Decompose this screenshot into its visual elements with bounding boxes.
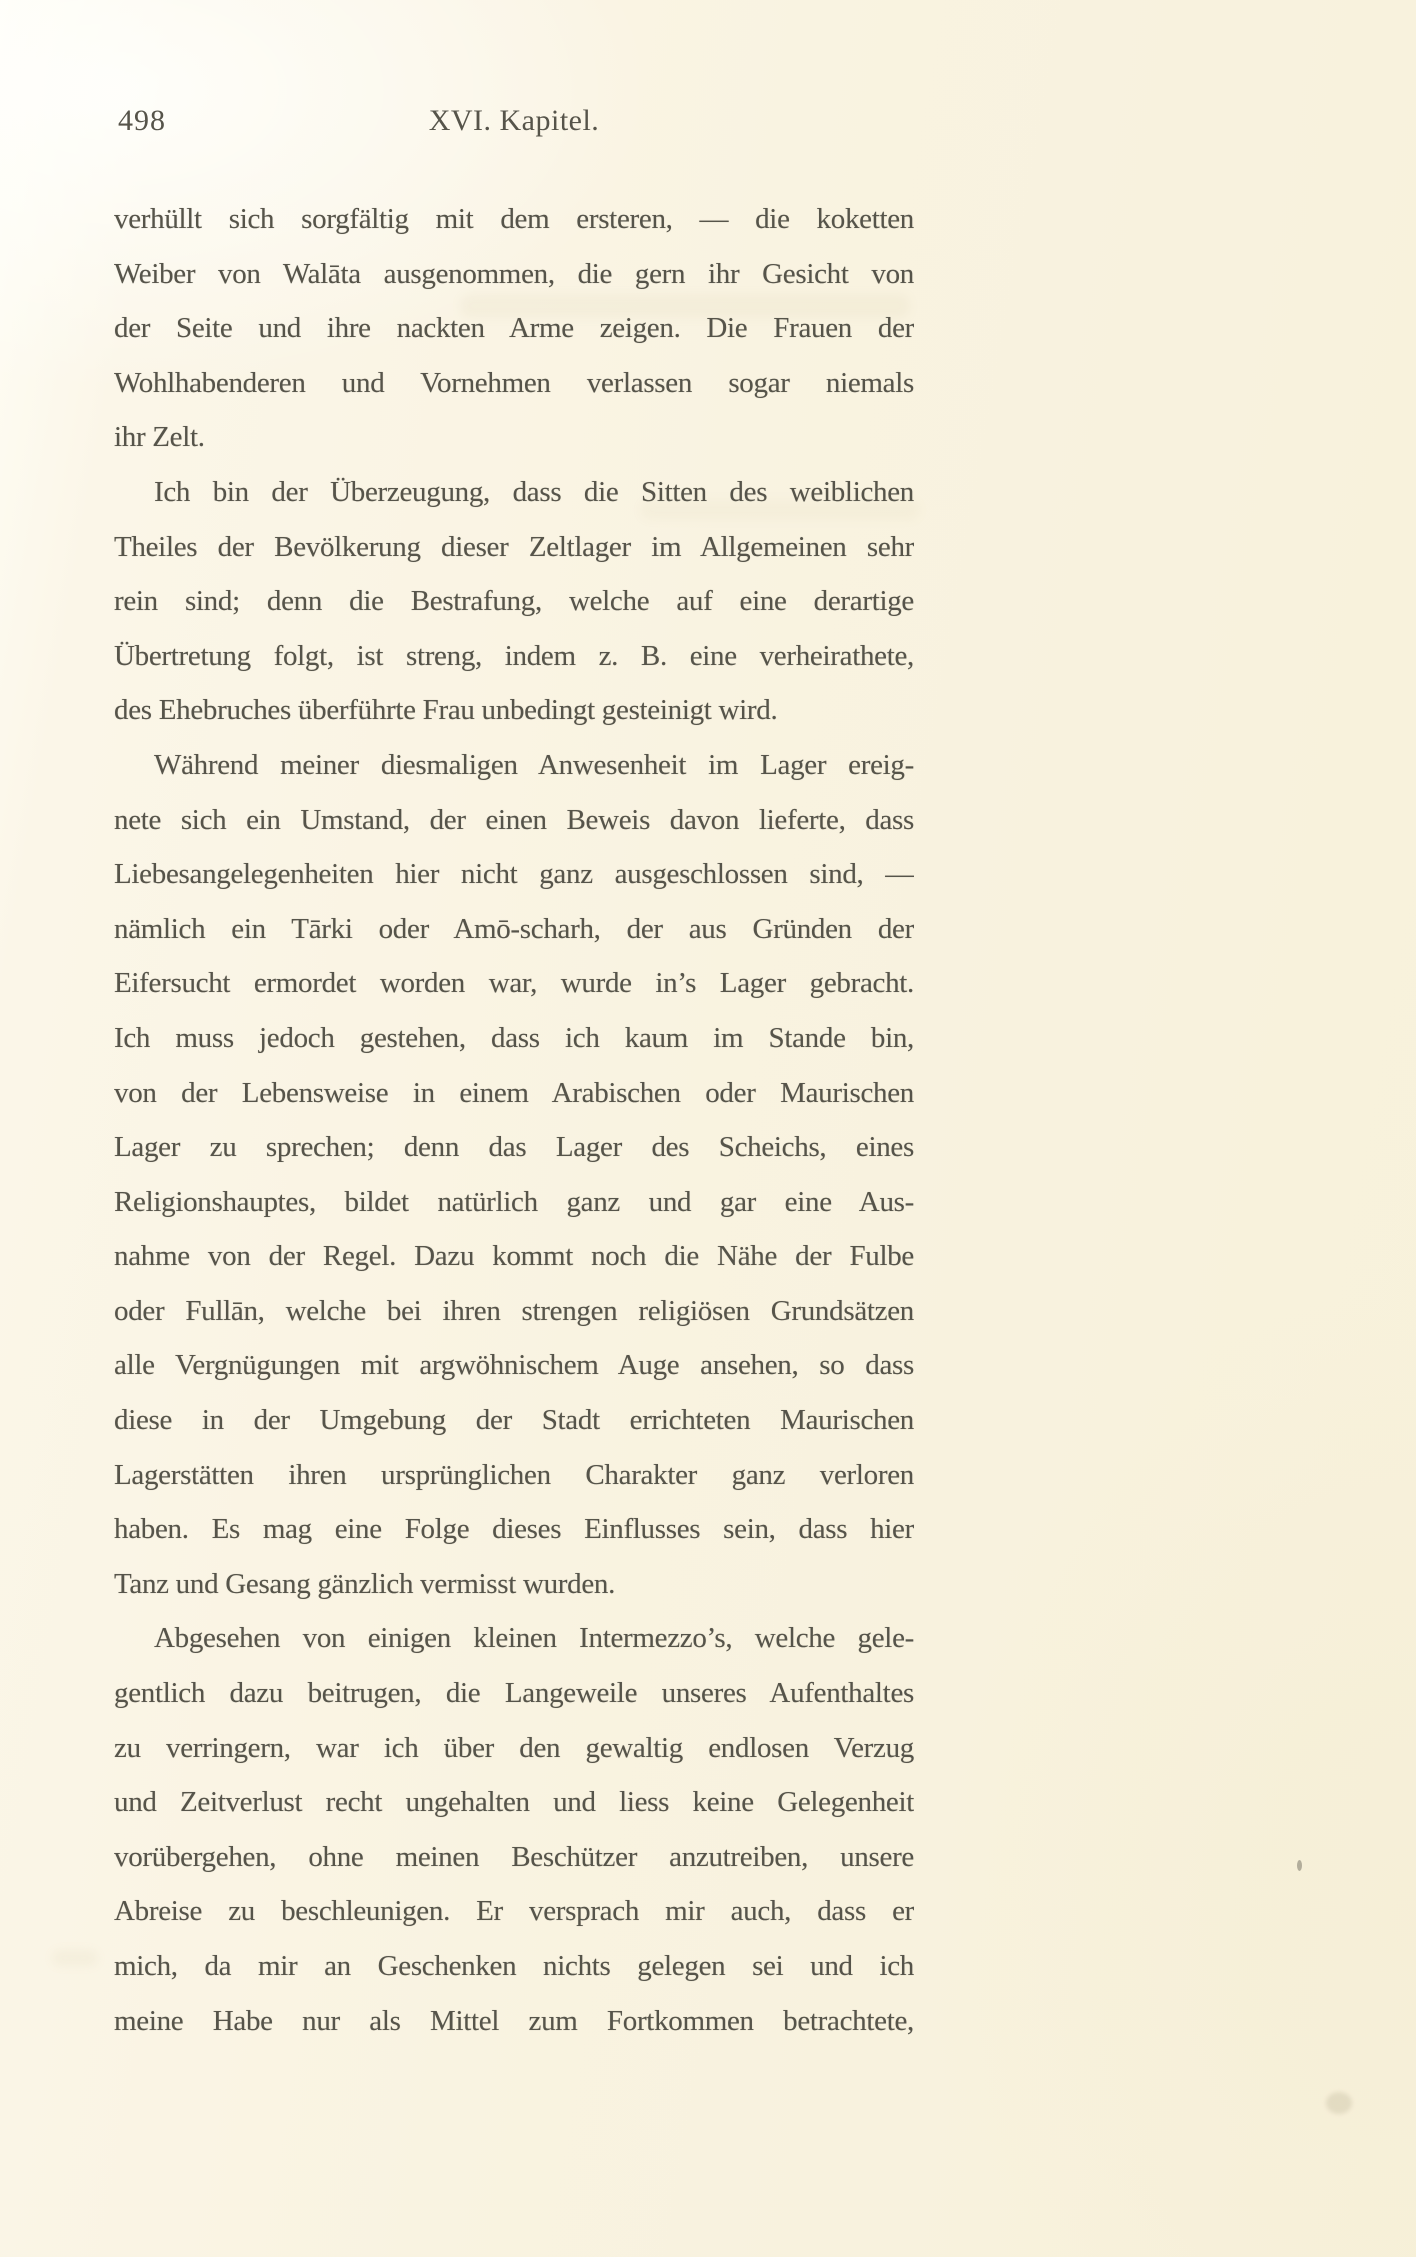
- text-line: meine Habe nur als Mittel zum Fortkommen betrachtete,: [114, 2004, 914, 2037]
- text-line: nämlich ein Tārki oder Amō-scharh, der aus Gründen der: [114, 912, 914, 945]
- text-line: Tanz und Gesang gänzlich vermisst wurden.: [114, 1567, 616, 1600]
- text-line: Wohlhabenderen und Vornehmen verlassen sogar niemals: [114, 366, 914, 399]
- text-line: alle Vergnügungen mit argwöhnischem Auge ansehen, so dass: [114, 1349, 914, 1382]
- text-line: Theiles der Bevölkerung dieser Zeltlager im Allgemeinen sehr: [114, 530, 914, 563]
- text-line: zu verringern, war ich über den gewaltig endlosen Verzug: [114, 1731, 914, 1764]
- text-line: des Ehebruches überführte Frau unbedingt gesteinigt wird.: [114, 694, 778, 727]
- text-line: Während meiner diesmaligen Anwesenheit im Lager ereig-: [154, 748, 914, 781]
- text-line: Abgesehen von einigen kleinen Intermezzo’s, welche gele-: [154, 1622, 914, 1655]
- text-line: Übertretung folgt, ist streng, indem z. B. eine verheirathete,: [114, 639, 914, 672]
- text-line: mich, da mir an Geschenken nichts gelegen sei und ich: [114, 1950, 914, 1982]
- text-line: ihr Zelt.: [114, 421, 205, 454]
- text-line: nahme von der Regel. Dazu kommt noch die Nähe der Fulbe: [114, 1240, 914, 1273]
- text-line: Abreise zu beschleunigen. Er versprach mir auch, dass er: [114, 1895, 914, 1928]
- text-line: Ich bin der Überzeugung, dass die Sitten des weiblichen: [154, 475, 914, 508]
- text-line: diese in der Umgebung der Stadt errichteten Maurischen: [114, 1404, 914, 1437]
- text-line: vorübergehen, ohne meinen Beschützer anzutreiben, unsere: [114, 1840, 914, 1873]
- body-text: [114, 192, 914, 2048]
- text-line: rein sind; denn die Bestrafung, welche auf eine derartige: [114, 585, 914, 618]
- chapter-running-title: XVI. Kapitel.: [428, 104, 600, 137]
- text-line: und Zeitverlust recht ungehalten und liess keine Gelegenheit: [114, 1786, 914, 1819]
- page-header: [114, 101, 914, 141]
- text-line: nete sich ein Umstand, der einen Beweis davon lieferte, dass: [114, 803, 914, 836]
- text-line: der Seite und ihre nackten Arme zeigen. Die Frauen der: [114, 312, 914, 345]
- text-line: gentlich dazu beitrugen, die Langeweile unseres Aufenthaltes: [114, 1677, 914, 1710]
- text-line: haben. Es mag eine Folge dieses Einflusses sein, dass hier: [114, 1513, 914, 1546]
- text-line: oder Fullān, welche bei ihren strengen religiösen Grundsätzen: [114, 1294, 914, 1327]
- paper-speck: [1297, 1860, 1302, 1871]
- text-line: Weiber von Walāta ausgenommen, die gern ihr Gesicht von: [114, 257, 914, 290]
- text-line: Liebesangelegenheiten hier nicht ganz ausgeschlossen sind, —: [114, 858, 914, 891]
- text-line: Religionshauptes, bildet natürlich ganz und gar eine Aus-: [114, 1185, 914, 1218]
- text-line: Eifersucht ermordet worden war, wurde in’s Lager gebracht.: [114, 967, 914, 1000]
- text-line: von der Lebensweise in einem Arabischen oder Maurischen: [114, 1076, 914, 1109]
- text-line: Lager zu sprechen; denn das Lager des Scheichs, eines: [114, 1131, 914, 1164]
- paper-speck: [1326, 2092, 1352, 2114]
- text-line: verhüllt sich sorgfältig mit dem ersteren, — die koketten: [114, 203, 914, 235]
- text-line: Ich muss jedoch gestehen, dass ich kaum im Stande bin,: [114, 1021, 914, 1054]
- page-number-label: 498: [118, 104, 166, 137]
- show-through-mark: [52, 1950, 98, 1966]
- text-line: Lagerstätten ihren ursprünglichen Charakter ganz verloren: [114, 1458, 914, 1491]
